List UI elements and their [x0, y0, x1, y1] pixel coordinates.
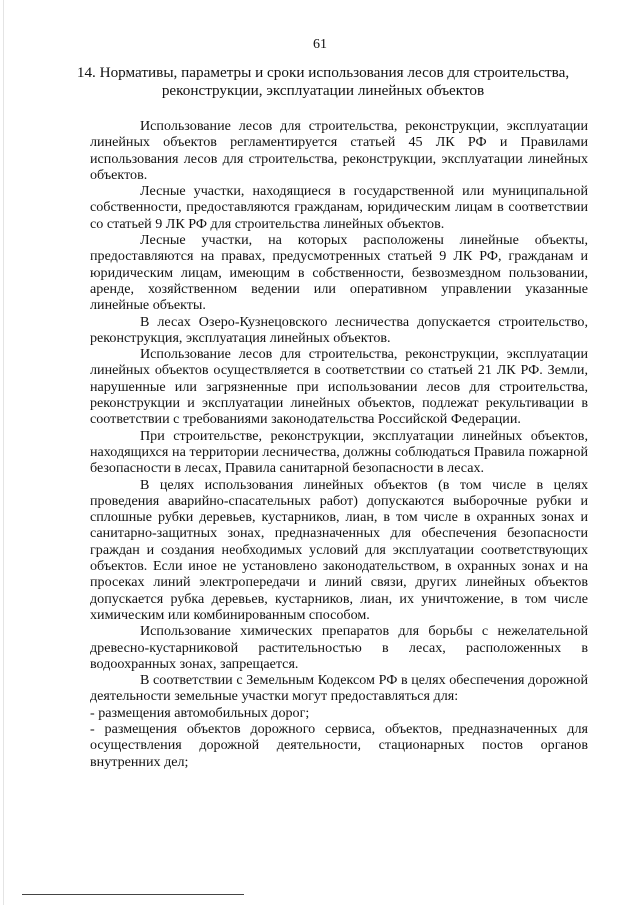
paragraph-3: Лесные участки, на которых расположены линейные объекты, предоставляются на правах, предусмотренных статьей 9 ЛК РФ, гражданам и юридическим лицам, имеющим в собственности, безвозмездном пользовании, аренде, хозяйственном ведении или оперативном управлении указанные линейные объекты. [90, 232, 588, 314]
paragraph-9: В соответствии с Земельным Кодексом РФ в целях обеспечения дорожной деятельности земельные участки могут предоставляться для: [90, 672, 588, 705]
section-heading-line-1: 14. Нормативы, параметры и сроки использования лесов для строительства, [76, 64, 570, 81]
paragraph-2: Лесные участки, находящиеся в государственной или муниципальной собственности, предоставляются гражданам, юридическим лицам в соответствии со статьей 9 ЛК РФ для строительства линейных объектов. [90, 183, 588, 232]
section-heading-line-2: реконструкции, эксплуатации линейных объектов [161, 82, 485, 99]
page-number: 61 [313, 37, 327, 52]
scan-edge-shadow [3, 0, 4, 905]
body-text [90, 118, 588, 770]
paragraph-5: Использование лесов для строительства, реконструкции, эксплуатации линейных объектов осуществляется в соответствии со статьей 21 ЛК РФ. Земли, нарушенные или загрязненные при использовании лесов для строительства, реконструкции и эксплуатации линейных объектов, подлежат рекультивации в соответствии с требованиями законодательства Российской Федерации. [90, 346, 588, 428]
list-item-1: - размещения автомобильных дорог; [90, 704, 310, 721]
section-heading [60, 64, 586, 100]
paragraph-4: В лесах Озеро-Кузнецовского лесничества допускается строительство, реконструкция, эксплуатация линейных объектов. [90, 313, 588, 346]
footer-divider [22, 894, 244, 895]
paragraph-8: Использование химических препаратов для борьбы с нежелательной древесно-кустарниковой растительностью в лесах, расположенных в водоохранных зонах, запрещается. [90, 623, 588, 672]
list-item-2: - размещения объектов дорожного сервиса, объектов, предназначенных для осуществления дорожной деятельности, стационарных постов органов внутренних дел; [90, 720, 588, 770]
paragraph-1: Использование лесов для строительства, реконструкции, эксплуатации линейных объектов регламентируется статьей 45 ЛК РФ и Правилами использования лесов для строительства, реконструкции, эксплуатации линейных объектов. [90, 118, 588, 183]
paragraph-6: При строительстве, реконструкции, эксплуатации линейных объектов, находящихся на территории лесничества, должны соблюдаться Правила пожарной безопасности в лесах, Правила санитарной безопасности в лесах. [90, 427, 588, 477]
paragraph-7: В целях использования линейных объектов (в том числе в целях проведения аварийно-спасательных работ) допускаются выборочные рубки и сплошные рубки деревьев, кустарников, лиан, в том числе в охранных зонах и санитарно-защитных зонах, предназначенных для обеспечения безопасности граждан и создания необходимых условий для эксплуатации соответствующих объектов. Если иное не установлено законодательством, в охранных зонах и на просеках линий электропередачи и линий связи, других линейных объектов допускается рубка деревьев, кустарников, лиан, их уничтожение, в том числе химическим или комбинированным способом. [90, 476, 588, 623]
